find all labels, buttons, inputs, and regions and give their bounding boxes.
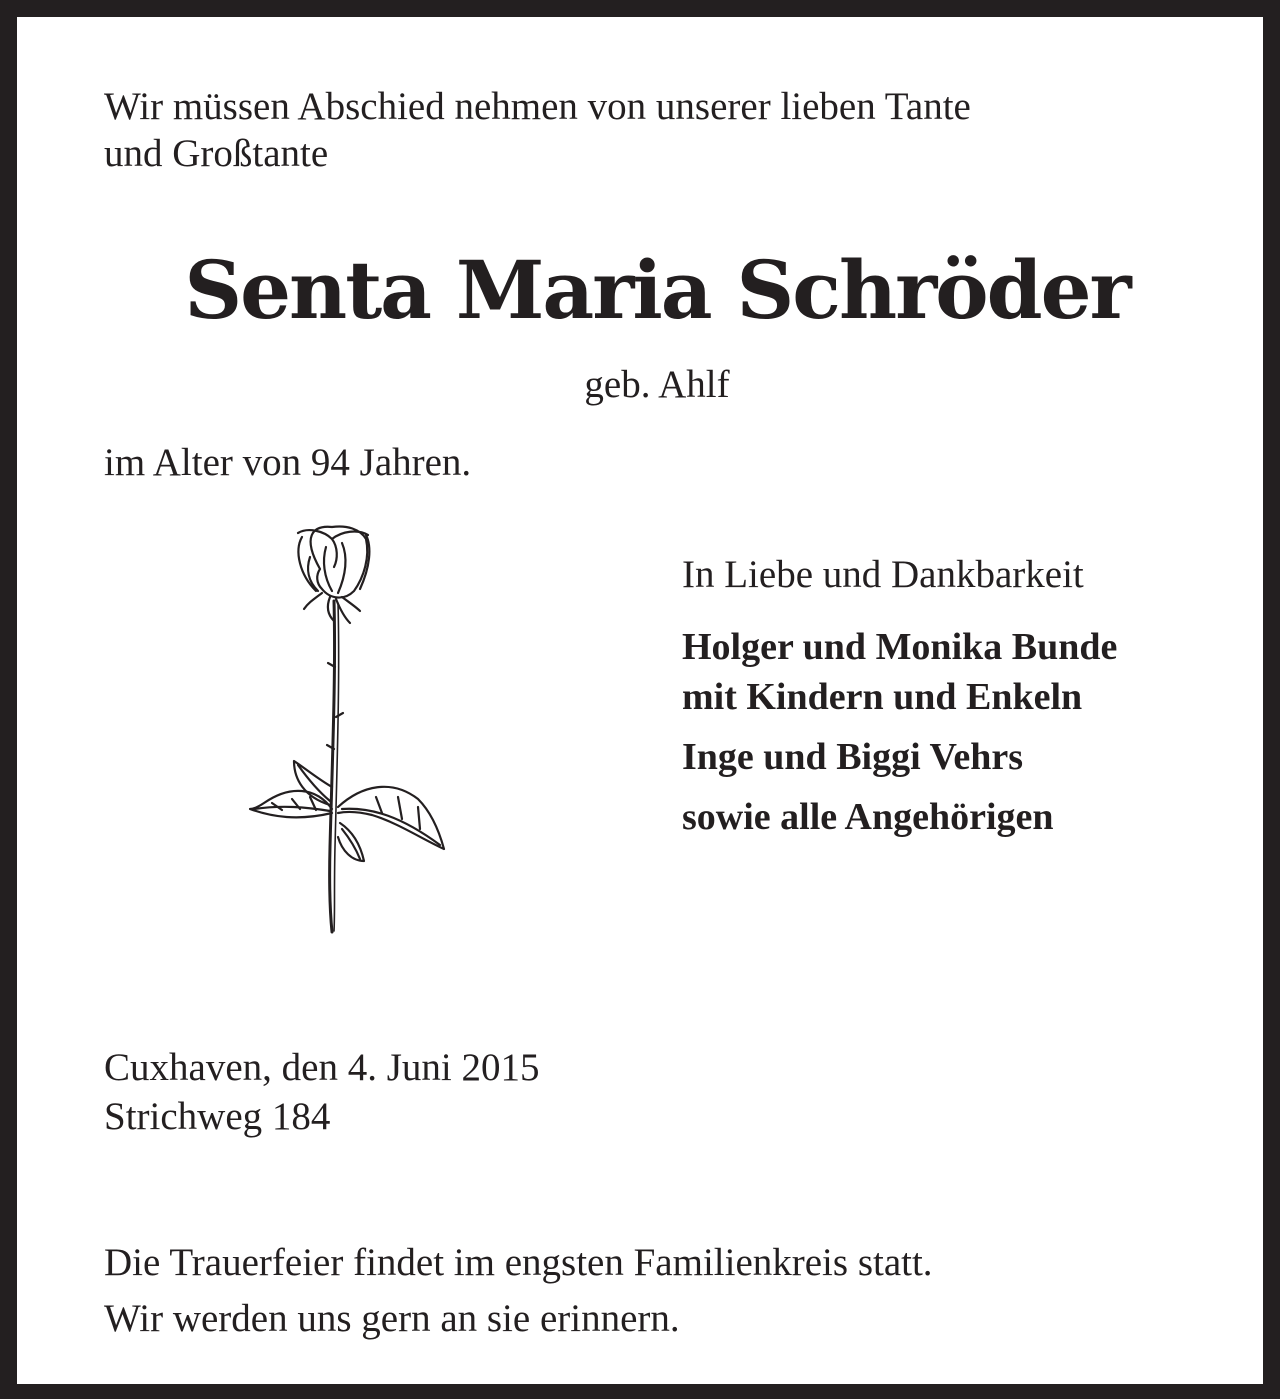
- age-line: im Alter von 94 Jahren.: [104, 441, 472, 484]
- place-and-address: [104, 1043, 539, 1141]
- thanks-line: In Liebe und Dankbarkeit: [682, 553, 1084, 596]
- intro-line: und Großtante: [104, 132, 329, 175]
- closing-line: Die Trauerfeier findet im engsten Familienkreis statt.: [104, 1241, 933, 1284]
- closing-text: [104, 1235, 933, 1347]
- address: Strichweg 184: [104, 1095, 331, 1138]
- mourner-line: Inge und Biggi Vehrs: [682, 736, 1024, 778]
- intro-line: Wir müssen Abschied nehmen von unserer lieben Tante: [104, 85, 971, 128]
- rose-icon: [242, 517, 452, 937]
- intro-text: [104, 83, 971, 177]
- maiden-name: geb. Ahlf: [584, 363, 730, 406]
- mourner-line: Holger und Monika Bunde: [682, 626, 1118, 668]
- mourner-line: mit Kindern und Enkeln: [682, 676, 1083, 718]
- mourners-list: [682, 622, 1117, 842]
- deceased-name: Senta Maria Schröder: [184, 243, 1130, 337]
- mourner-line: sowie alle Angehörigen: [682, 796, 1054, 838]
- place-date: Cuxhaven, den 4. Juni 2015: [104, 1046, 540, 1089]
- closing-line: Wir werden uns gern an sie erinnern.: [104, 1297, 680, 1340]
